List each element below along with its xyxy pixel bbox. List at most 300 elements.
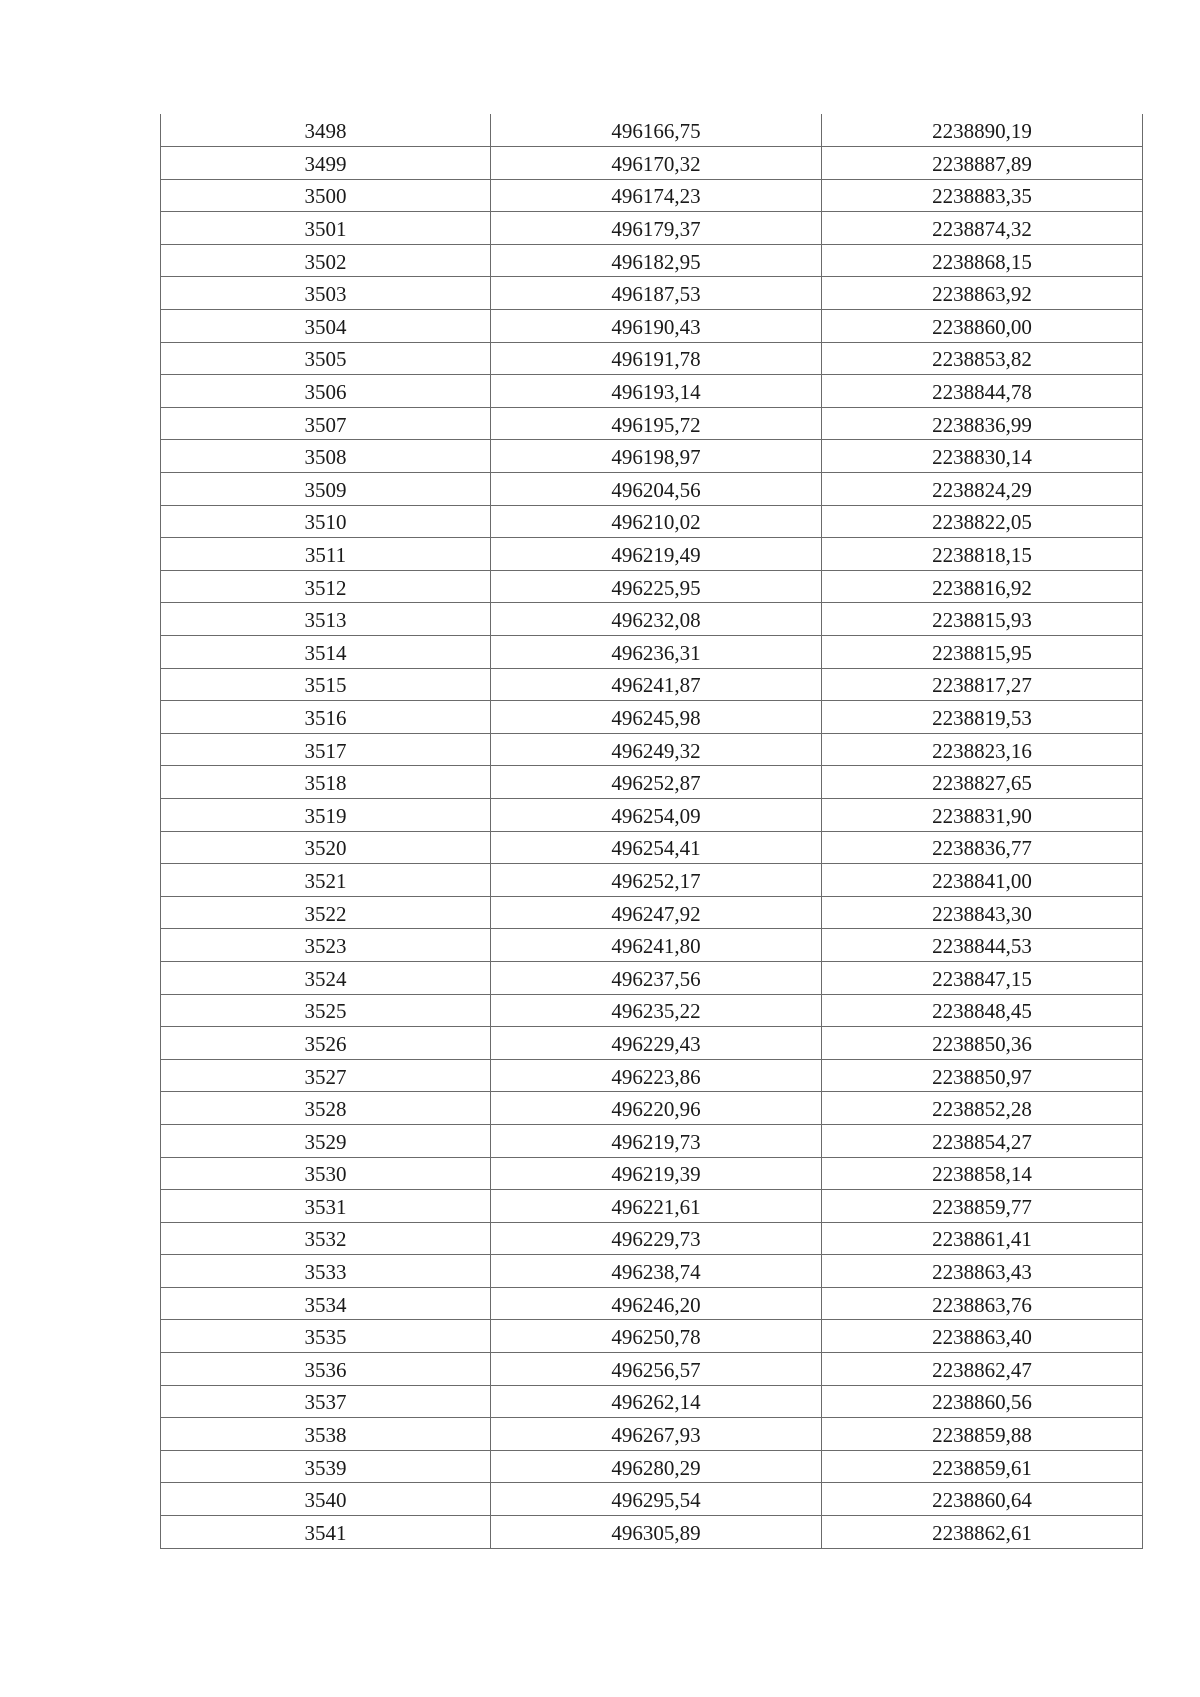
table-row	[161, 701, 1143, 734]
x-coordinate-cell	[491, 1450, 822, 1483]
coordinates-table-body	[161, 114, 1143, 1548]
point-number-cell	[161, 1320, 491, 1353]
x-coordinate-cell	[491, 1287, 822, 1320]
point-number-cell	[161, 212, 491, 245]
cell-text: 2238841,00	[932, 868, 1032, 893]
table-row	[161, 929, 1143, 962]
table-row	[161, 994, 1143, 1027]
cell-text: 2238815,93	[932, 608, 1032, 633]
table-row	[161, 766, 1143, 799]
cell-text: 3516	[304, 705, 347, 730]
y-coordinate-cell	[822, 1418, 1143, 1451]
point-number-cell	[161, 1287, 491, 1320]
cell-text: 3515	[304, 673, 347, 698]
cell-text: 496246,20	[611, 1292, 701, 1317]
point-number-cell	[161, 733, 491, 766]
cell-text: 3505	[304, 347, 347, 372]
table-row	[161, 896, 1143, 929]
cell-text: 496219,49	[611, 543, 701, 568]
point-number-cell	[161, 929, 491, 962]
point-number-cell	[161, 538, 491, 571]
y-coordinate-cell	[822, 1353, 1143, 1386]
cell-text: 2238862,47	[932, 1357, 1032, 1382]
y-coordinate-cell	[822, 440, 1143, 473]
point-number-cell	[161, 994, 491, 1027]
cell-text: 2238853,82	[932, 347, 1032, 372]
cell-text: 3500	[304, 184, 347, 209]
point-number-cell	[161, 244, 491, 277]
x-coordinate-cell	[491, 1190, 822, 1223]
table-row	[161, 1027, 1143, 1060]
cell-text: 3502	[304, 249, 347, 274]
y-coordinate-cell	[822, 1222, 1143, 1255]
cell-text: 496250,78	[611, 1325, 701, 1350]
table-row	[161, 1516, 1143, 1549]
x-coordinate-cell	[491, 1027, 822, 1060]
point-number-cell	[161, 603, 491, 636]
y-coordinate-cell	[822, 147, 1143, 180]
table-row	[161, 733, 1143, 766]
cell-text: 2238861,41	[932, 1227, 1032, 1252]
cell-text: 3530	[304, 1162, 347, 1187]
y-coordinate-cell	[822, 538, 1143, 571]
x-coordinate-cell	[491, 994, 822, 1027]
point-number-cell	[161, 896, 491, 929]
cell-text: 2238818,15	[932, 543, 1032, 568]
cell-text: 3520	[304, 836, 347, 861]
x-coordinate-cell	[491, 668, 822, 701]
point-number-cell	[161, 766, 491, 799]
cell-text: 3522	[304, 901, 347, 926]
table-row	[161, 375, 1143, 408]
y-coordinate-cell	[822, 961, 1143, 994]
point-number-cell	[161, 701, 491, 734]
cell-text: 2238847,15	[932, 966, 1032, 991]
point-number-cell	[161, 440, 491, 473]
table-row	[161, 114, 1143, 147]
cell-text: 496221,61	[611, 1194, 701, 1219]
cell-text: 2238850,97	[932, 1064, 1032, 1089]
x-coordinate-cell	[491, 1320, 822, 1353]
y-coordinate-cell	[822, 1450, 1143, 1483]
table-row	[161, 277, 1143, 310]
cell-text: 496252,87	[611, 771, 701, 796]
x-coordinate-cell	[491, 244, 822, 277]
x-coordinate-cell	[491, 896, 822, 929]
point-number-cell	[161, 668, 491, 701]
x-coordinate-cell	[491, 473, 822, 506]
cell-text: 496174,23	[611, 184, 701, 209]
cell-text: 496267,93	[611, 1423, 701, 1448]
x-coordinate-cell	[491, 766, 822, 799]
cell-text: 3523	[304, 934, 347, 959]
cell-text: 496210,02	[611, 510, 701, 535]
point-number-cell	[161, 1092, 491, 1125]
cell-text: 2238822,05	[932, 510, 1032, 535]
cell-text: 496252,17	[611, 868, 701, 893]
cell-text: 3533	[304, 1260, 347, 1285]
cell-text: 3517	[304, 738, 347, 763]
x-coordinate-cell	[491, 798, 822, 831]
x-coordinate-cell	[491, 310, 822, 343]
point-number-cell	[161, 505, 491, 538]
table-row	[161, 603, 1143, 636]
point-number-cell	[161, 1483, 491, 1516]
y-coordinate-cell	[822, 114, 1143, 147]
cell-text: 3532	[304, 1227, 347, 1252]
cell-text: 3498	[304, 119, 347, 144]
cell-text: 2238860,56	[932, 1390, 1032, 1415]
x-coordinate-cell	[491, 570, 822, 603]
table-row	[161, 636, 1143, 669]
cell-text: 3499	[304, 151, 347, 176]
x-coordinate-cell	[491, 961, 822, 994]
table-row	[161, 538, 1143, 571]
cell-text: 496193,14	[611, 380, 701, 405]
y-coordinate-cell	[822, 277, 1143, 310]
y-coordinate-cell	[822, 473, 1143, 506]
cell-text: 496241,87	[611, 673, 701, 698]
cell-text: 3541	[304, 1520, 347, 1545]
point-number-cell	[161, 179, 491, 212]
cell-text: 3521	[304, 868, 347, 893]
cell-text: 496245,98	[611, 705, 701, 730]
cell-text: 2238815,95	[932, 640, 1032, 665]
cell-text: 3507	[304, 412, 347, 437]
cell-text: 2238848,45	[932, 999, 1032, 1024]
cell-text: 3534	[304, 1292, 347, 1317]
y-coordinate-cell	[822, 1287, 1143, 1320]
x-coordinate-cell	[491, 1385, 822, 1418]
y-coordinate-cell	[822, 375, 1143, 408]
x-coordinate-cell	[491, 375, 822, 408]
cell-text: 496187,53	[611, 282, 701, 307]
cell-text: 3524	[304, 966, 347, 991]
y-coordinate-cell	[822, 1483, 1143, 1516]
cell-text: 2238836,99	[932, 412, 1032, 437]
point-number-cell	[161, 1385, 491, 1418]
point-number-cell	[161, 114, 491, 147]
cell-text: 496220,96	[611, 1097, 701, 1122]
y-coordinate-cell	[822, 1124, 1143, 1157]
point-number-cell	[161, 1124, 491, 1157]
y-coordinate-cell	[822, 733, 1143, 766]
x-coordinate-cell	[491, 1255, 822, 1288]
table-row	[161, 1385, 1143, 1418]
cell-text: 3531	[304, 1194, 347, 1219]
cell-text: 496262,14	[611, 1390, 701, 1415]
cell-text: 3514	[304, 640, 347, 665]
x-coordinate-cell	[491, 1059, 822, 1092]
y-coordinate-cell	[822, 831, 1143, 864]
cell-text: 3526	[304, 1031, 347, 1056]
cell-text: 2238852,28	[932, 1097, 1032, 1122]
cell-text: 2238819,53	[932, 705, 1032, 730]
y-coordinate-cell	[822, 1059, 1143, 1092]
table-row	[161, 179, 1143, 212]
x-coordinate-cell	[491, 864, 822, 897]
x-coordinate-cell	[491, 733, 822, 766]
y-coordinate-cell	[822, 1516, 1143, 1549]
point-number-cell	[161, 798, 491, 831]
y-coordinate-cell	[822, 310, 1143, 343]
cell-text: 3535	[304, 1325, 347, 1350]
table-row	[161, 473, 1143, 506]
y-coordinate-cell	[822, 1255, 1143, 1288]
x-coordinate-cell	[491, 1124, 822, 1157]
y-coordinate-cell	[822, 668, 1143, 701]
cell-text: 3525	[304, 999, 347, 1024]
y-coordinate-cell	[822, 603, 1143, 636]
table-row	[161, 668, 1143, 701]
x-coordinate-cell	[491, 440, 822, 473]
cell-text: 2238823,16	[932, 738, 1032, 763]
cell-text: 2238817,27	[932, 673, 1032, 698]
table-row	[161, 1287, 1143, 1320]
x-coordinate-cell	[491, 342, 822, 375]
cell-text: 496229,73	[611, 1227, 701, 1252]
cell-text: 496254,09	[611, 803, 701, 828]
cell-text: 3537	[304, 1390, 347, 1415]
cell-text: 496249,32	[611, 738, 701, 763]
y-coordinate-cell	[822, 407, 1143, 440]
point-number-cell	[161, 1059, 491, 1092]
y-coordinate-cell	[822, 929, 1143, 962]
cell-text: 2238860,00	[932, 314, 1032, 339]
cell-text: 3529	[304, 1129, 347, 1154]
table-row	[161, 864, 1143, 897]
y-coordinate-cell	[822, 505, 1143, 538]
cell-text: 2238863,76	[932, 1292, 1032, 1317]
cell-text: 3509	[304, 477, 347, 502]
table-row	[161, 1124, 1143, 1157]
cell-text: 496166,75	[611, 119, 701, 144]
y-coordinate-cell	[822, 636, 1143, 669]
x-coordinate-cell	[491, 147, 822, 180]
point-number-cell	[161, 636, 491, 669]
y-coordinate-cell	[822, 1385, 1143, 1418]
x-coordinate-cell	[491, 212, 822, 245]
cell-text: 2238824,29	[932, 477, 1032, 502]
x-coordinate-cell	[491, 277, 822, 310]
cell-text: 2238863,43	[932, 1260, 1032, 1285]
point-number-cell	[161, 570, 491, 603]
cell-text: 2238859,77	[932, 1194, 1032, 1219]
cell-text: 496223,86	[611, 1064, 701, 1089]
point-number-cell	[161, 961, 491, 994]
y-coordinate-cell	[822, 342, 1143, 375]
table-row	[161, 570, 1143, 603]
x-coordinate-cell	[491, 1092, 822, 1125]
point-number-cell	[161, 310, 491, 343]
table-row	[161, 831, 1143, 864]
y-coordinate-cell	[822, 994, 1143, 1027]
x-coordinate-cell	[491, 1157, 822, 1190]
point-number-cell	[161, 473, 491, 506]
point-number-cell	[161, 342, 491, 375]
table-row	[161, 798, 1143, 831]
x-coordinate-cell	[491, 636, 822, 669]
cell-text: 2238858,14	[932, 1162, 1032, 1187]
table-row	[161, 440, 1143, 473]
table-row	[161, 147, 1143, 180]
point-number-cell	[161, 1516, 491, 1549]
y-coordinate-cell	[822, 212, 1143, 245]
point-number-cell	[161, 277, 491, 310]
cell-text: 3511	[304, 543, 347, 568]
coordinates-table	[160, 114, 1143, 1549]
cell-text: 2238890,19	[932, 119, 1032, 144]
cell-text: 3527	[304, 1064, 347, 1089]
point-number-cell	[161, 864, 491, 897]
y-coordinate-cell	[822, 701, 1143, 734]
table-row	[161, 961, 1143, 994]
cell-text: 3510	[304, 510, 347, 535]
cell-text: 2238854,27	[932, 1129, 1032, 1154]
x-coordinate-cell	[491, 1516, 822, 1549]
point-number-cell	[161, 1418, 491, 1451]
x-coordinate-cell	[491, 407, 822, 440]
table-row	[161, 1222, 1143, 1255]
point-number-cell	[161, 831, 491, 864]
cell-text: 496305,89	[611, 1520, 701, 1545]
point-number-cell	[161, 1255, 491, 1288]
y-coordinate-cell	[822, 179, 1143, 212]
y-coordinate-cell	[822, 896, 1143, 929]
point-number-cell	[161, 1190, 491, 1223]
x-coordinate-cell	[491, 603, 822, 636]
cell-text: 496238,74	[611, 1260, 701, 1285]
cell-text: 2238827,65	[932, 771, 1032, 796]
x-coordinate-cell	[491, 831, 822, 864]
cell-text: 2238863,40	[932, 1325, 1032, 1350]
table-row	[161, 1418, 1143, 1451]
cell-text: 2238859,88	[932, 1423, 1032, 1448]
cell-text: 496235,22	[611, 999, 701, 1024]
cell-text: 3536	[304, 1357, 347, 1382]
cell-text: 496280,29	[611, 1455, 701, 1480]
cell-text: 3508	[304, 445, 347, 470]
table-row	[161, 1059, 1143, 1092]
table-row	[161, 1450, 1143, 1483]
cell-text: 2238887,89	[932, 151, 1032, 176]
cell-text: 3501	[304, 217, 347, 242]
point-number-cell	[161, 1353, 491, 1386]
table-row	[161, 1157, 1143, 1190]
point-number-cell	[161, 1222, 491, 1255]
x-coordinate-cell	[491, 505, 822, 538]
y-coordinate-cell	[822, 1320, 1143, 1353]
point-number-cell	[161, 375, 491, 408]
table-row	[161, 1353, 1143, 1386]
cell-text: 2238863,92	[932, 282, 1032, 307]
table-row	[161, 1483, 1143, 1516]
cell-text: 496204,56	[611, 477, 701, 502]
table-row	[161, 407, 1143, 440]
x-coordinate-cell	[491, 701, 822, 734]
cell-text: 3519	[304, 803, 347, 828]
table-row	[161, 244, 1143, 277]
cell-text: 496182,95	[611, 249, 701, 274]
cell-text: 496254,41	[611, 836, 701, 861]
cell-text: 3528	[304, 1097, 347, 1122]
cell-text: 496170,32	[611, 151, 701, 176]
table-row	[161, 1255, 1143, 1288]
cell-text: 496219,39	[611, 1162, 701, 1187]
point-number-cell	[161, 1027, 491, 1060]
cell-text: 3512	[304, 575, 347, 600]
cell-text: 2238836,77	[932, 836, 1032, 861]
y-coordinate-cell	[822, 1157, 1143, 1190]
cell-text: 3506	[304, 380, 347, 405]
table-row	[161, 212, 1143, 245]
cell-text: 3539	[304, 1455, 347, 1480]
table-row	[161, 310, 1143, 343]
cell-text: 2238831,90	[932, 803, 1032, 828]
cell-text: 3513	[304, 608, 347, 633]
table-row	[161, 505, 1143, 538]
cell-text: 496179,37	[611, 217, 701, 242]
cell-text: 496190,43	[611, 314, 701, 339]
cell-text: 496225,95	[611, 575, 701, 600]
y-coordinate-cell	[822, 864, 1143, 897]
x-coordinate-cell	[491, 1222, 822, 1255]
cell-text: 3504	[304, 314, 347, 339]
cell-text: 2238883,35	[932, 184, 1032, 209]
x-coordinate-cell	[491, 1418, 822, 1451]
y-coordinate-cell	[822, 570, 1143, 603]
cell-text: 496247,92	[611, 901, 701, 926]
table-row	[161, 342, 1143, 375]
table-row	[161, 1320, 1143, 1353]
point-number-cell	[161, 1157, 491, 1190]
cell-text: 2238859,61	[932, 1455, 1032, 1480]
cell-text: 496198,97	[611, 445, 701, 470]
cell-text: 496237,56	[611, 966, 701, 991]
x-coordinate-cell	[491, 114, 822, 147]
cell-text: 496241,80	[611, 934, 701, 959]
point-number-cell	[161, 147, 491, 180]
cell-text: 2238830,14	[932, 445, 1032, 470]
cell-text: 2238868,15	[932, 249, 1032, 274]
cell-text: 496195,72	[611, 412, 701, 437]
y-coordinate-cell	[822, 244, 1143, 277]
cell-text: 3538	[304, 1423, 347, 1448]
cell-text: 2238816,92	[932, 575, 1032, 600]
x-coordinate-cell	[491, 538, 822, 571]
cell-text: 2238850,36	[932, 1031, 1032, 1056]
x-coordinate-cell	[491, 1353, 822, 1386]
cell-text: 3518	[304, 771, 347, 796]
x-coordinate-cell	[491, 179, 822, 212]
y-coordinate-cell	[822, 798, 1143, 831]
point-number-cell	[161, 1450, 491, 1483]
cell-text: 2238844,78	[932, 380, 1032, 405]
cell-text: 496236,31	[611, 640, 701, 665]
y-coordinate-cell	[822, 766, 1143, 799]
cell-text: 496219,73	[611, 1129, 701, 1154]
table-row	[161, 1092, 1143, 1125]
x-coordinate-cell	[491, 929, 822, 962]
cell-text: 496229,43	[611, 1031, 701, 1056]
cell-text: 3503	[304, 282, 347, 307]
table-row	[161, 1190, 1143, 1223]
y-coordinate-cell	[822, 1027, 1143, 1060]
cell-text: 2238843,30	[932, 901, 1032, 926]
cell-text: 496232,08	[611, 608, 701, 633]
cell-text: 2238860,64	[932, 1488, 1032, 1513]
cell-text: 2238874,32	[932, 217, 1032, 242]
